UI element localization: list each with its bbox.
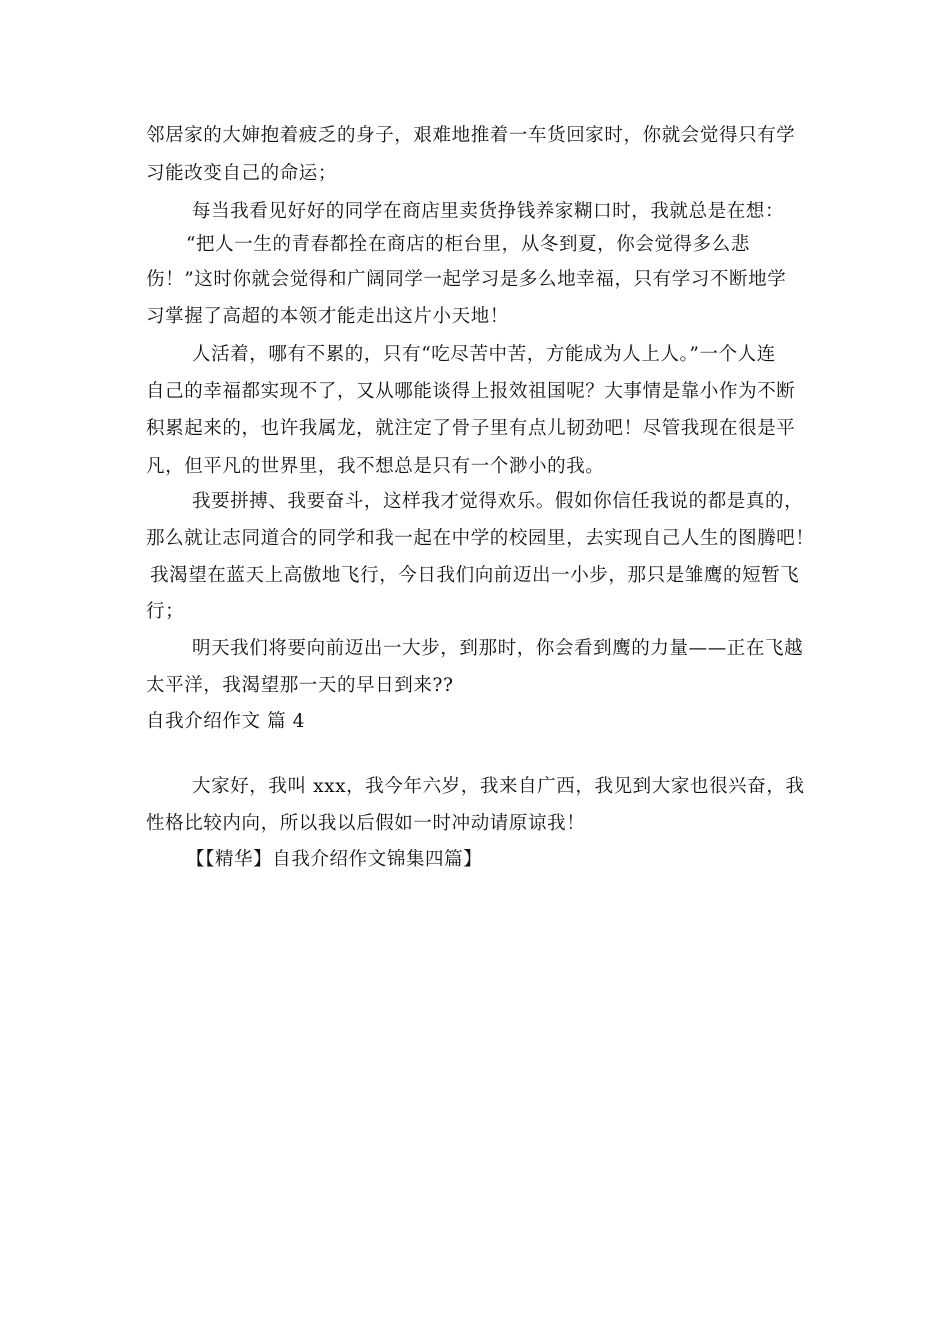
section-heading: 自我介绍作文 篇 4 <box>146 711 306 732</box>
text-line: 那么就让志同道合的同学和我一起在中学的校园里，去实现自己人生的图腾吧！ <box>146 528 815 549</box>
text-line: 我要拼搏、我要奋斗，这样我才觉得欢乐。假如你信任我说的都是真的， <box>192 491 804 512</box>
text-line: 积累起来的，也许我属龙，就注定了骨子里有点儿韧劲吧！尽管我现在很是平 <box>146 418 796 439</box>
text-line: 每当我看见好好的同学在商店里卖货挣钱养家糊口时，我就总是在想： <box>192 201 785 222</box>
text-line: 自己的幸福都实现不了，又从哪能谈得上报效祖国呢？大事情是靠小作为不断 <box>146 381 796 402</box>
text-line: 太平洋，我渴望那一天的早日到来?? <box>146 675 454 696</box>
text-line: 明天我们将要向前迈出一大步，到那时，你会看到鹰的力量——正在飞越 <box>192 638 804 659</box>
text-line: 习能改变自己的命运； <box>146 163 338 184</box>
text-line: “把人一生的青春都拴在商店的柜台里，从冬到夏，你会觉得多么悲 <box>186 234 750 255</box>
text-line: 行； <box>146 601 185 622</box>
text-line: 人活着，哪有不累的，只有“吃尽苦中苦，方能成为人上人。”一个人连 <box>192 344 776 365</box>
text-line: 邻居家的大婶抱着疲乏的身子，艰难地推着一车货回家时，你就会觉得只有学 <box>146 125 796 146</box>
text-line: 伤！”这时你就会觉得和广阔同学一起学习是多么地幸福，只有学习不断地学 <box>146 269 787 290</box>
collection-title: 【【精华】自我介绍作文锦集四篇】 <box>186 849 483 870</box>
text-line: 大家好，我叫 xxx，我今年六岁，我来自广西，我见到大家也很兴奋，我 <box>192 776 805 797</box>
text-line: 我渴望在蓝天上高傲地飞行，今日我们向前迈出一小步，那只是雏鹰的短暂飞 <box>150 565 800 586</box>
text-line: 性格比较内向，所以我以后假如一时冲动请原谅我！ <box>146 813 586 834</box>
text-line: 习掌握了高超的本领才能走出这片小天地！ <box>146 306 509 327</box>
text-line: 凡，但平凡的世界里，我不想总是只有一个渺小的我。 <box>146 456 605 477</box>
